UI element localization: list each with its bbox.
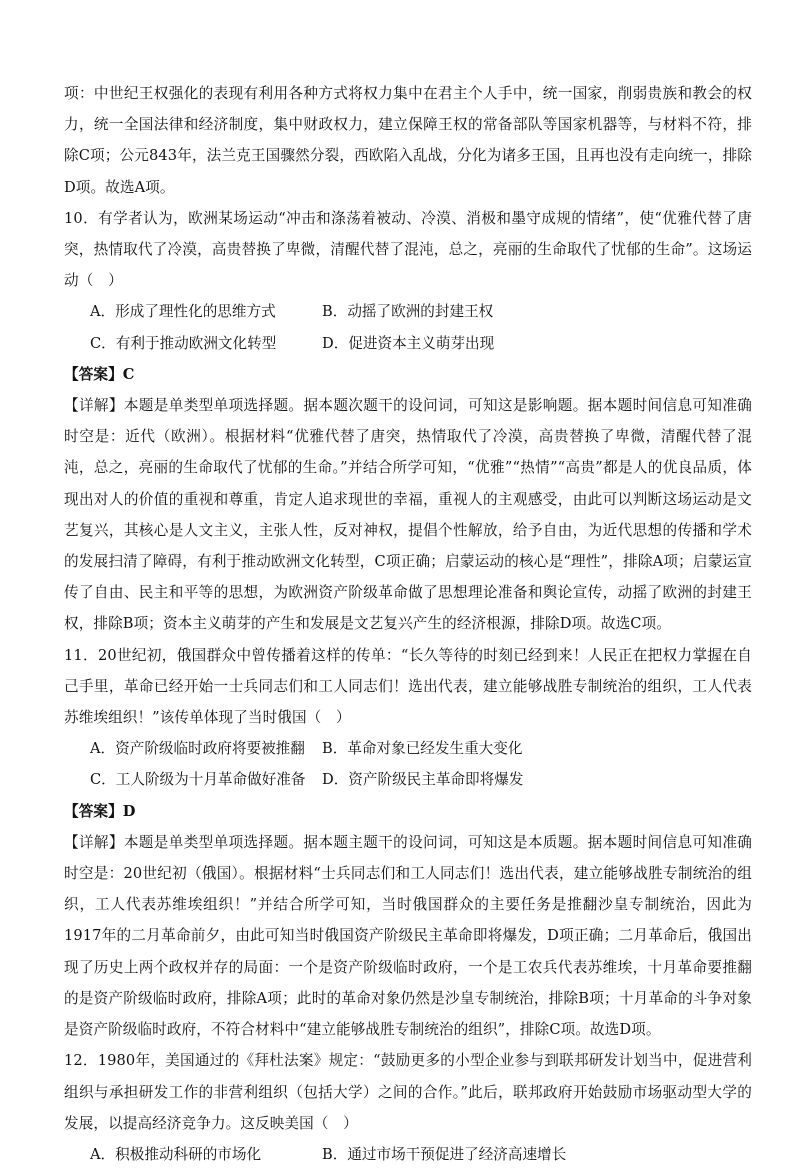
question-12-options-row-1	[64, 1139, 752, 1170]
question-12-option-b: B．通过市场干预促进了经济高速增长	[322, 1145, 567, 1163]
question-10-option-a: A．形成了理性化的思维方式	[90, 303, 276, 321]
intro-paragraph: 项：中世纪王权强化的表现有利用各种方式将权力集中在君主个人手中，统一国家，削弱贵族和教会的权力，统一全国法律和经济制度，集中财政权力，建立保障王权的常备部队等国家机器等，与材料不符，排除C项；公元843年，法兰克王国骤然分裂，西欧陷入乱战，分化为诸多王国，且再也没有走向统一，排除D项。故选A项。	[64, 85, 752, 196]
question-11-stem: 11．20世纪初，俄国群众中曾传播着这样的传单：“长久等待的时刻已经到来！人民正在把权力掌握在自己手里，革命已经开始一士兵同志们和工人同志们！选出代表，建立能够战胜专制统治的组织，工人代表苏维埃组织！”该传单体现了当时俄国（ ）	[64, 646, 752, 727]
question-10-option-b: B．动摇了欧洲的封建王权	[322, 303, 494, 321]
question-10-option-d: D．促进资本主义萌芽出现	[322, 334, 495, 352]
question-11-option-c: C．工人阶级为十月革命做好准备	[90, 771, 306, 789]
question-11-option-b: B．革命对象已经发生重大变化	[322, 740, 523, 758]
question-12-stem: 12．1980年，美国通过的《拜杜法案》规定：“鼓励更多的小型企业参与到联邦研发计划当中，促进营利组织与承担研发工作的非营利组织（包括大学）之间的合作。”此后，联邦政府开始鼓励市场驱动型大学的发展，以提高经济竞争力。这反映美国（ ）	[64, 1052, 752, 1132]
question-10-stem: 10．有学者认为，欧洲某场运动“冲击和涤荡着被动、冷漠、消极和墨守成规的情绪”，使“优雅代替了唐突，热情取代了冷漠，高贵替换了卑微，清醒代替了混沌，总之，亮丽的生命取代了忧郁的生命”。这场运动（ ）	[64, 209, 752, 290]
question-11-answer: 【答案】D	[64, 802, 136, 820]
question-10-analysis: 【详解】本题是单类型单项选择题。据本题次题干的设问词，可知这是影响题。据本题时间信息可知准确时空是：近代（欧洲）。根据材料“优雅代替了唐突，热情取代了冷漠，高贵替换了卑微，清醒代替了混沌，总之，亮丽的生命取代了忧郁的生命。”并结合所学可知，“优雅”“热情”“高贵”都是人的优良品质，体现出对人的价值的重视和尊重，肯定人追求现世的幸福，重视人的主观感受，由此可以判断这场运动是文艺复兴，其核心是人文主义，主张人性，反对神权，提倡个性解放，给予自由，为近代思想的传播和学术的发展扫清了障碍，有利于推动欧洲文化转型，C项正确；启蒙运动的核心是“理性”，排除A项；启蒙运宣传了自由、民主和平等的思想，为欧洲资产阶级革命做了思想理论准备和舆论宣传，动摇了欧洲的封建王权，排除B项；资本主义萌芽的产生和发展是文艺复兴产生的经济根源，排除D项。故选C项。	[64, 397, 752, 633]
question-11-option-a: A．资产阶级临时政府将要被推翻	[90, 740, 305, 758]
question-12-option-a: A．积极推动科研的市场化	[90, 1145, 262, 1163]
question-11-analysis: 【详解】本题是单类型单项选择题。据本题主题干的设问词，可知这是本质题。据本题时间信息可知准确时空是：20世纪初（俄国）。根据材料“士兵同志们和工人同志们！选出代表，建立能够战胜专制统治的组织，工人代表苏维埃组织！”并结合所学可知，当时俄国群众的主要任务是推翻沙皇专制统治，因此为1917年的二月革命前夕，由此可知当时俄国资产阶级民主革命即将爆发，D项正确；二月革命后，俄国出现了历史上两个政权并存的局面：一个是资产阶级临时政府，一个是工农兵代表苏维埃，十月革命要推翻的是资产阶级临时政府，排除A项；此时的革命对象仍然是沙皇专制统治，排除B项；十月革命的斗争对象是资产阶级临时政府，不符合材料中“建立能够战胜专制统治的组织”，排除C项。故选D项。	[64, 833, 752, 1039]
question-10-answer: 【答案】C	[64, 365, 135, 383]
question-10-options-row-2	[64, 328, 752, 359]
question-10-option-c: C．有利于推动欧洲文化转型	[90, 334, 277, 352]
question-11-option-d: D．资产阶级民主革命即将爆发	[322, 771, 524, 789]
question-11-options-row-2	[64, 764, 752, 795]
question-11-options-row-1	[64, 733, 752, 764]
document-page	[64, 78, 752, 1170]
question-10-options-row-1	[64, 296, 752, 327]
